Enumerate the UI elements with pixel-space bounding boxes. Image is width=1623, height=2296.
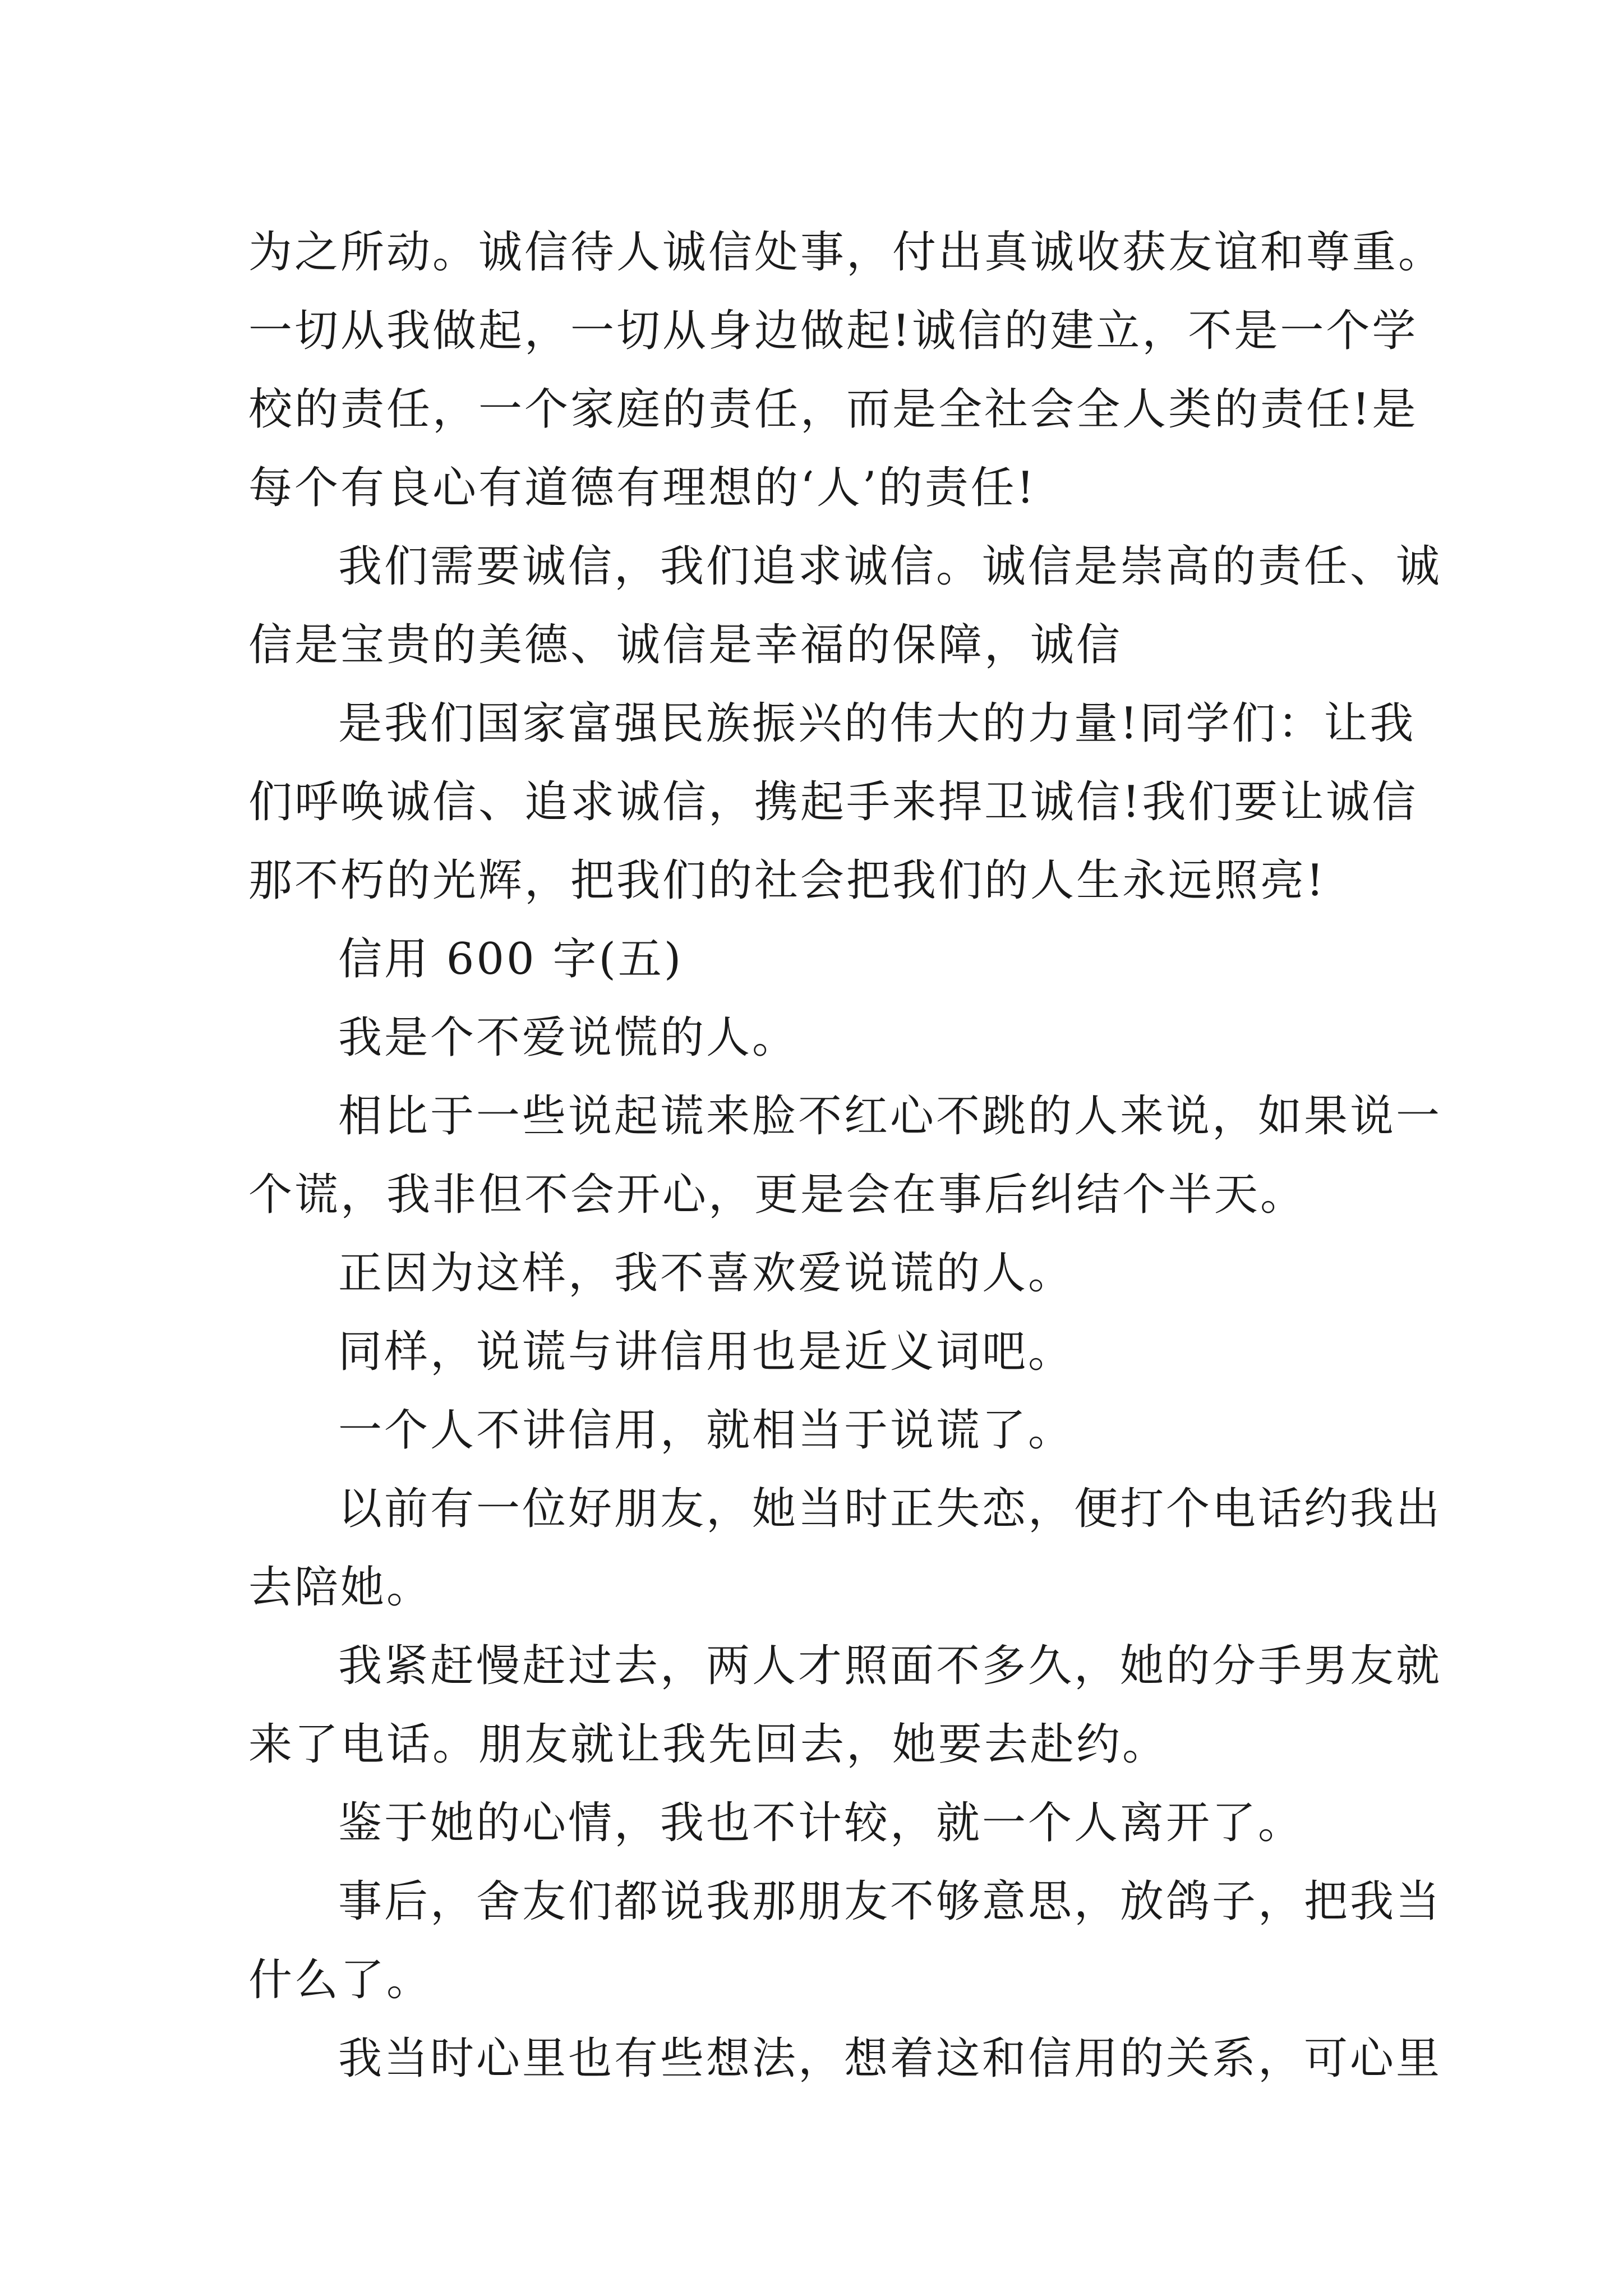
paragraph-line: 我紧赶慢赶过去，两人才照面不多久，她的分手男友就: [338, 1641, 1442, 1691]
paragraph-line: 正因为这样，我不喜欢爱说谎的人。: [338, 1248, 1075, 1299]
paragraph-line: 我们需要诚信，我们追求诚信。诚信是崇高的责任、诚: [338, 541, 1442, 592]
paragraph-line: 为之所动。诚信待人诚信处事，付出真诚收获友谊和尊重。: [248, 227, 1445, 278]
paragraph-line: 信是宝贵的美德、诚信是幸福的保障，诚信: [248, 620, 1123, 670]
paragraph-line: 什么了。: [248, 1955, 433, 2005]
paragraph-line: 个谎，我非但不会开心，更是会在事后纠结个半天。: [248, 1170, 1307, 1220]
section-heading: 信用 600 字(五): [338, 934, 684, 984]
paragraph-line: 以前有一位好朋友，她当时正失恋，便打个电话约我出: [338, 1484, 1442, 1534]
paragraph-line: 鉴于她的心情，我也不计较，就一个人离开了。: [338, 1798, 1304, 1848]
paragraph-line: 那不朽的光辉，把我们的社会把我们的人生永远照亮!: [248, 855, 1326, 906]
paragraph-line: 一个人不讲信用，就相当于说谎了。: [338, 1405, 1075, 1456]
paragraph-line: 同样，说谎与讲信用也是近义词吧。: [338, 1327, 1075, 1377]
paragraph-line: 们呼唤诚信、追求诚信，携起手来捍卫诚信!我们要让诚信: [248, 777, 1418, 827]
paragraph-line: 相比于一些说起谎来脸不红心不跳的人来说，如果说一: [338, 1091, 1442, 1142]
paragraph-line: 一切从我做起，一切从身边做起!诚信的建立，不是一个学: [248, 306, 1418, 356]
paragraph-line: 我是个不爱说慌的人。: [338, 1013, 799, 1063]
paragraph-line: 我当时心里也有些想法，想着这和信用的关系，可心里: [338, 2033, 1442, 2084]
paragraph-line: 是我们国家富强民族振兴的伟大的力量!同学们：让我: [338, 698, 1416, 749]
paragraph-line: 每个有良心有道德有理想的‘人’的责任!: [248, 463, 1036, 513]
paragraph-line: 去陪她。: [248, 1562, 433, 1613]
paragraph-line: 来了电话。朋友就让我先回去，她要去赴约。: [248, 1719, 1169, 1770]
paragraph-line: 事后，舍友们都说我那朋友不够意思，放鸽子，把我当: [338, 1876, 1442, 1927]
paragraph-line: 校的责任，一个家庭的责任，而是全社会全人类的责任!是: [248, 384, 1418, 435]
